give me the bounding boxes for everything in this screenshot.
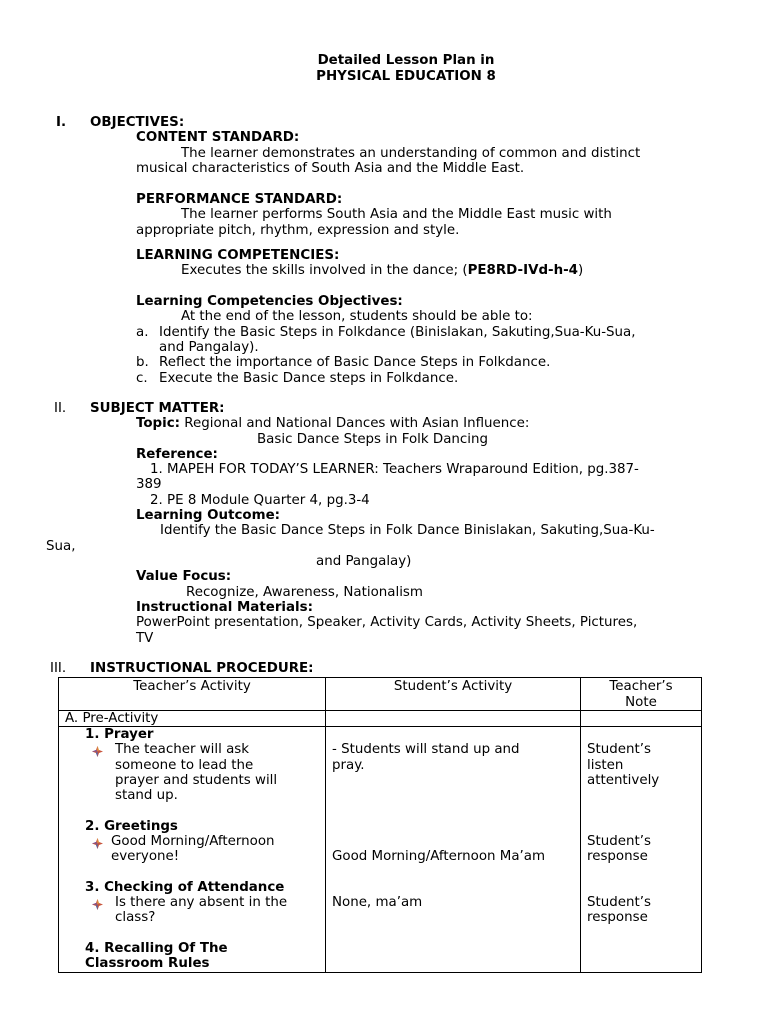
- instructional-materials-label: Instructional Materials:: [136, 600, 313, 615]
- col-header-teacher: Teacher’s Activity: [133, 679, 251, 694]
- performance-standard-line2: appropriate pitch, rhythm, expression and style.: [136, 223, 460, 238]
- procedure-table: [58, 677, 702, 973]
- diamond-bullet-icon: [92, 838, 103, 849]
- prayer-teacher-line1: The teacher will ask: [115, 742, 250, 757]
- reference-1-line1: 1. MAPEH FOR TODAY’S LEARNER: Teachers Wraparound Edition, pg.387-: [150, 462, 639, 477]
- topic-line2: Basic Dance Steps in Folk Dancing: [257, 432, 488, 447]
- objective-marker-c: c.: [136, 371, 148, 386]
- attendance-note-line2: response: [587, 910, 648, 925]
- instructional-materials-line1: PowerPoint presentation, Speaker, Activity Cards, Activity Sheets, Pictures,: [136, 615, 638, 630]
- diamond-bullet-icon: [92, 899, 103, 910]
- greetings-title: 2. Greetings: [85, 819, 178, 834]
- student-activity-cell: [326, 727, 581, 973]
- prayer-teacher-line4: stand up.: [115, 788, 178, 803]
- pre-activity-cell: [59, 711, 326, 727]
- teacher-note-cell: [581, 727, 702, 973]
- instructional-materials-line2: TV: [136, 631, 154, 646]
- prayer-note-line2: listen: [587, 758, 624, 773]
- objective-a-line2: and Pangalay).: [159, 340, 259, 355]
- topic-line1: [136, 416, 529, 432]
- attendance-student: None, ma’am: [332, 895, 423, 910]
- learning-outcome-line1: Identify the Basic Dance Steps in Folk Dance Binislakan, Sakuting,Sua-Ku-: [160, 523, 655, 538]
- greetings-teacher-line2: everyone!: [111, 849, 180, 864]
- competency-code: PE8RD-IVd-h-4: [467, 263, 579, 278]
- attendance-teacher-line2: class?: [115, 910, 156, 925]
- section-numeral-3: III.: [50, 661, 67, 676]
- prayer-title: 1. Prayer: [85, 727, 154, 742]
- header-cell-teacher: [59, 678, 326, 711]
- section-numeral-2: II.: [54, 401, 67, 416]
- reference-2: 2. PE 8 Module Quarter 4, pg.3-4: [150, 493, 370, 508]
- learning-outcome-line2: Sua,: [46, 539, 76, 554]
- lc-objectives-label: Learning Competencies Objectives:: [136, 294, 403, 309]
- competency-text-before: Executes the skills involved in the dance; (: [181, 263, 468, 278]
- reference-label: Reference:: [136, 447, 218, 462]
- competency-text-after: ): [578, 263, 584, 278]
- col-header-note-line2: Note: [625, 694, 657, 710]
- greetings-note-line1: Student’s: [587, 834, 651, 849]
- table-row: [59, 727, 702, 973]
- diamond-bullet-icon: [92, 746, 103, 757]
- objective-b-text: Reflect the importance of Basic Dance Steps in Folkdance.: [159, 355, 551, 370]
- learning-outcome-line3: and Pangalay): [316, 554, 412, 569]
- attendance-note-line1: Student’s: [587, 895, 651, 910]
- rules-title-line1: 4. Recalling Of The: [85, 941, 228, 956]
- prayer-student-line1: - Students will stand up and: [332, 742, 520, 757]
- attendance-title: 3. Checking of Attendance: [85, 880, 285, 895]
- prayer-teacher-line2: someone to lead the: [115, 758, 254, 773]
- prayer-student-line2: pray.: [332, 758, 365, 773]
- doc-title-line2: PHYSICAL EDUCATION 8: [316, 69, 496, 84]
- content-standard-line1: The learner demonstrates an understanding of common and distinct: [181, 146, 641, 161]
- empty-cell: [581, 711, 702, 727]
- objective-c-text: Execute the Basic Dance steps in Folkdance.: [159, 371, 459, 386]
- learning-competencies-label: LEARNING COMPETENCIES:: [136, 248, 340, 263]
- teacher-activity-cell: [59, 727, 326, 973]
- reference-1-line2: 389: [136, 477, 162, 492]
- table-row: [59, 711, 702, 727]
- topic-label: Topic:: [136, 416, 181, 431]
- prayer-note-line3: attentively: [587, 773, 660, 788]
- greetings-teacher-line1: Good Morning/Afternoon: [111, 834, 275, 849]
- table-header-row: [59, 678, 702, 711]
- col-header-note-line1: Teacher’s: [609, 679, 673, 694]
- learning-competencies-text: [181, 263, 583, 279]
- header-cell-note: [581, 678, 702, 711]
- doc-title-line1: Detailed Lesson Plan in: [317, 53, 495, 68]
- col-header-student: Student’s Activity: [393, 679, 513, 694]
- performance-standard-label: PERFORMANCE STANDARD:: [136, 192, 343, 207]
- prayer-teacher-line3: prayer and students will: [115, 773, 278, 788]
- greetings-student: Good Morning/Afternoon Ma’am: [332, 849, 546, 864]
- greetings-note-line2: response: [587, 849, 648, 864]
- objective-a-line1: Identify the Basic Steps in Folkdance (Binislakan, Sakuting,Sua-Ku-Sua,: [159, 325, 636, 340]
- objectives-heading: OBJECTIVES:: [90, 115, 185, 130]
- content-standard-line2: musical characteristics of South Asia and the Middle East.: [136, 161, 525, 176]
- value-focus-label: Value Focus:: [136, 569, 232, 584]
- attendance-teacher-line1: Is there any absent in the: [115, 895, 288, 910]
- value-focus-text: Recognize, Awareness, Nationalism: [186, 585, 423, 600]
- subject-matter-heading: SUBJECT MATTER:: [90, 401, 225, 416]
- header-cell-student: [326, 678, 581, 711]
- procedure-heading: INSTRUCTIONAL PROCEDURE:: [90, 661, 314, 676]
- content-standard-label: CONTENT STANDARD:: [136, 130, 300, 145]
- objective-marker-a: a.: [136, 325, 149, 340]
- lc-objectives-intro: At the end of the lesson, students should be able to:: [181, 309, 533, 324]
- topic-text: Regional and National Dances with Asian Influence:: [184, 416, 530, 431]
- rules-title-line2: Classroom Rules: [85, 956, 210, 971]
- performance-standard-line1: The learner performs South Asia and the Middle East music with: [181, 207, 612, 222]
- prayer-note-line1: Student’s: [587, 742, 651, 757]
- objective-marker-b: b.: [136, 355, 149, 370]
- empty-cell: [326, 711, 581, 727]
- section-numeral-1: I.: [56, 115, 67, 130]
- pre-activity-label: A. Pre-Activity: [65, 711, 159, 726]
- learning-outcome-label: Learning Outcome:: [136, 508, 281, 523]
